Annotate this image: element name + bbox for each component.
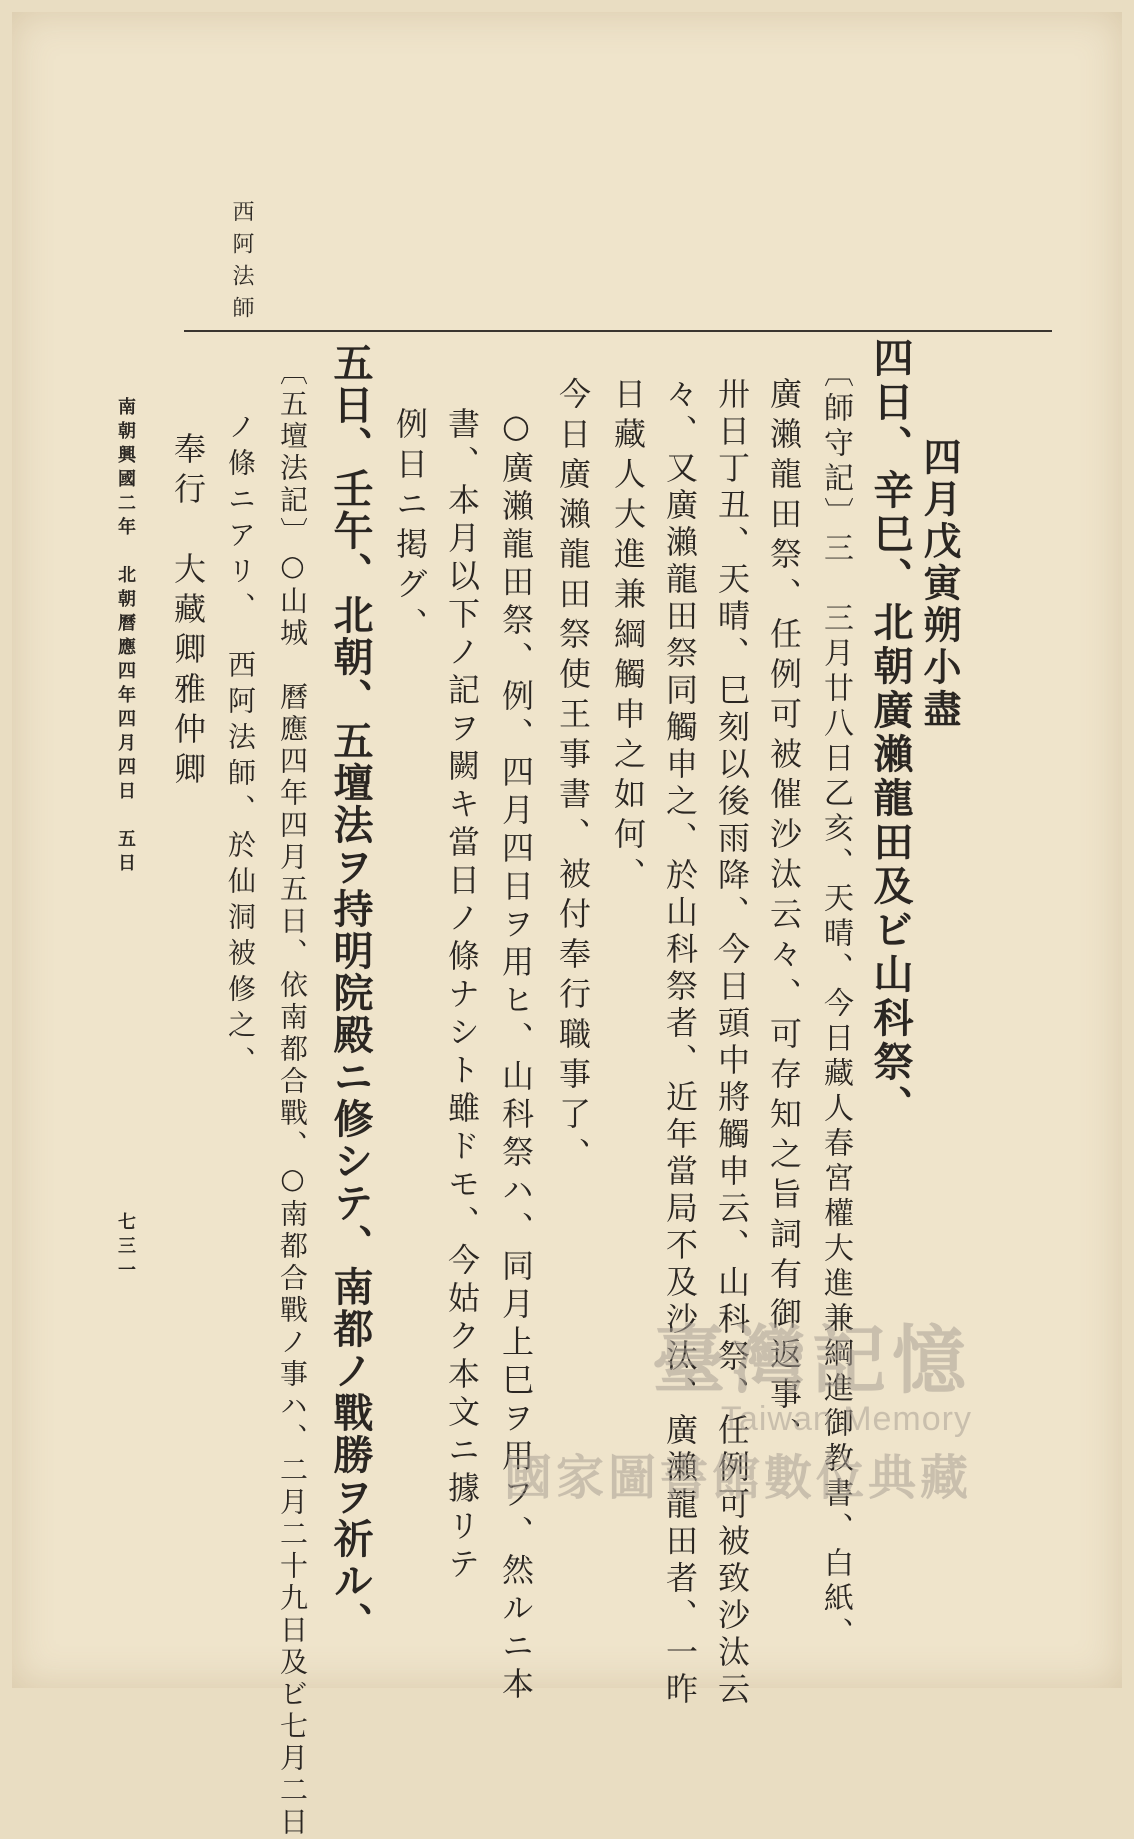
text-column: 奉行 大藏卿雅仲卿	[169, 432, 207, 792]
watermark-english: Taiwan Memory	[720, 1400, 972, 1438]
watermark-title: 臺灣記憶	[652, 1319, 972, 1402]
note-column: 書、本月以下ノ記ヲ闕キ當日ノ條ナシト雖ドモ、今姑ク本文ニ據リテ	[443, 407, 481, 1585]
entry-heading-4th: 四日、辛巳、北朝廣瀨龍田及ビ山科祭、	[867, 337, 914, 1129]
text-column: 日藏人大進兼綱觸申之如何、	[609, 377, 647, 897]
header-rule	[184, 330, 1052, 332]
text-column: 〔五壇法記〕○山城 曆應四年四月五日、依南都合戰、○南都合戰ノ事ハ、二月二十九日及ビ七月二日	[276, 357, 309, 1839]
document-page	[12, 12, 1122, 1839]
running-footer: 南朝興國二年 北朝曆應四年四月四日 五日	[115, 397, 136, 877]
page-number: 七三一	[115, 1212, 136, 1284]
text-column: 廣瀨龍田祭、任例可被催沙汰云々、可存知之旨詞有御返事、	[765, 377, 803, 1457]
note-column: ○廣瀨龍田祭、例、四月四日ヲ用ヒ、山科祭ハ、同月上巳ヲ用フ、然ルニ本	[497, 407, 535, 1705]
watermark-subtitle: 國家圖書館數位典藏	[503, 1452, 972, 1505]
text-column: 今日廣瀨龍田祭使王事書、被付奉行職事了、	[554, 377, 592, 1177]
watermark	[504, 1302, 972, 1508]
note-column: 例日ニ掲グ、	[391, 407, 429, 647]
text-column: 卅日丁丑、天晴、巳刻以後雨降、今日頭中將觸申云、山科祭、任例可被致沙汰云	[713, 377, 751, 1709]
text-column: 〔師守記〕三 三月廿八日乙亥、天晴、今日藏人春宮權大進兼綱進御教書、白紙、	[818, 357, 853, 1652]
month-heading: 四月戊寅朔小盡	[917, 437, 962, 731]
side-heading: 西阿法師	[229, 200, 254, 328]
text-column: ノ條ニアリ、 西阿法師、於仙洞被修之、	[224, 412, 257, 1082]
entry-heading-5th: 五日、壬午、北朝、五壇法ヲ持明院殿ニ修シテ、南都ノ戰勝ヲ祈ル、	[327, 342, 374, 1644]
text-column: 々、又廣瀨龍田祭同觸申之、於山科祭者、近年當局不及沙汰、廣瀨龍田者、一昨	[661, 377, 699, 1709]
